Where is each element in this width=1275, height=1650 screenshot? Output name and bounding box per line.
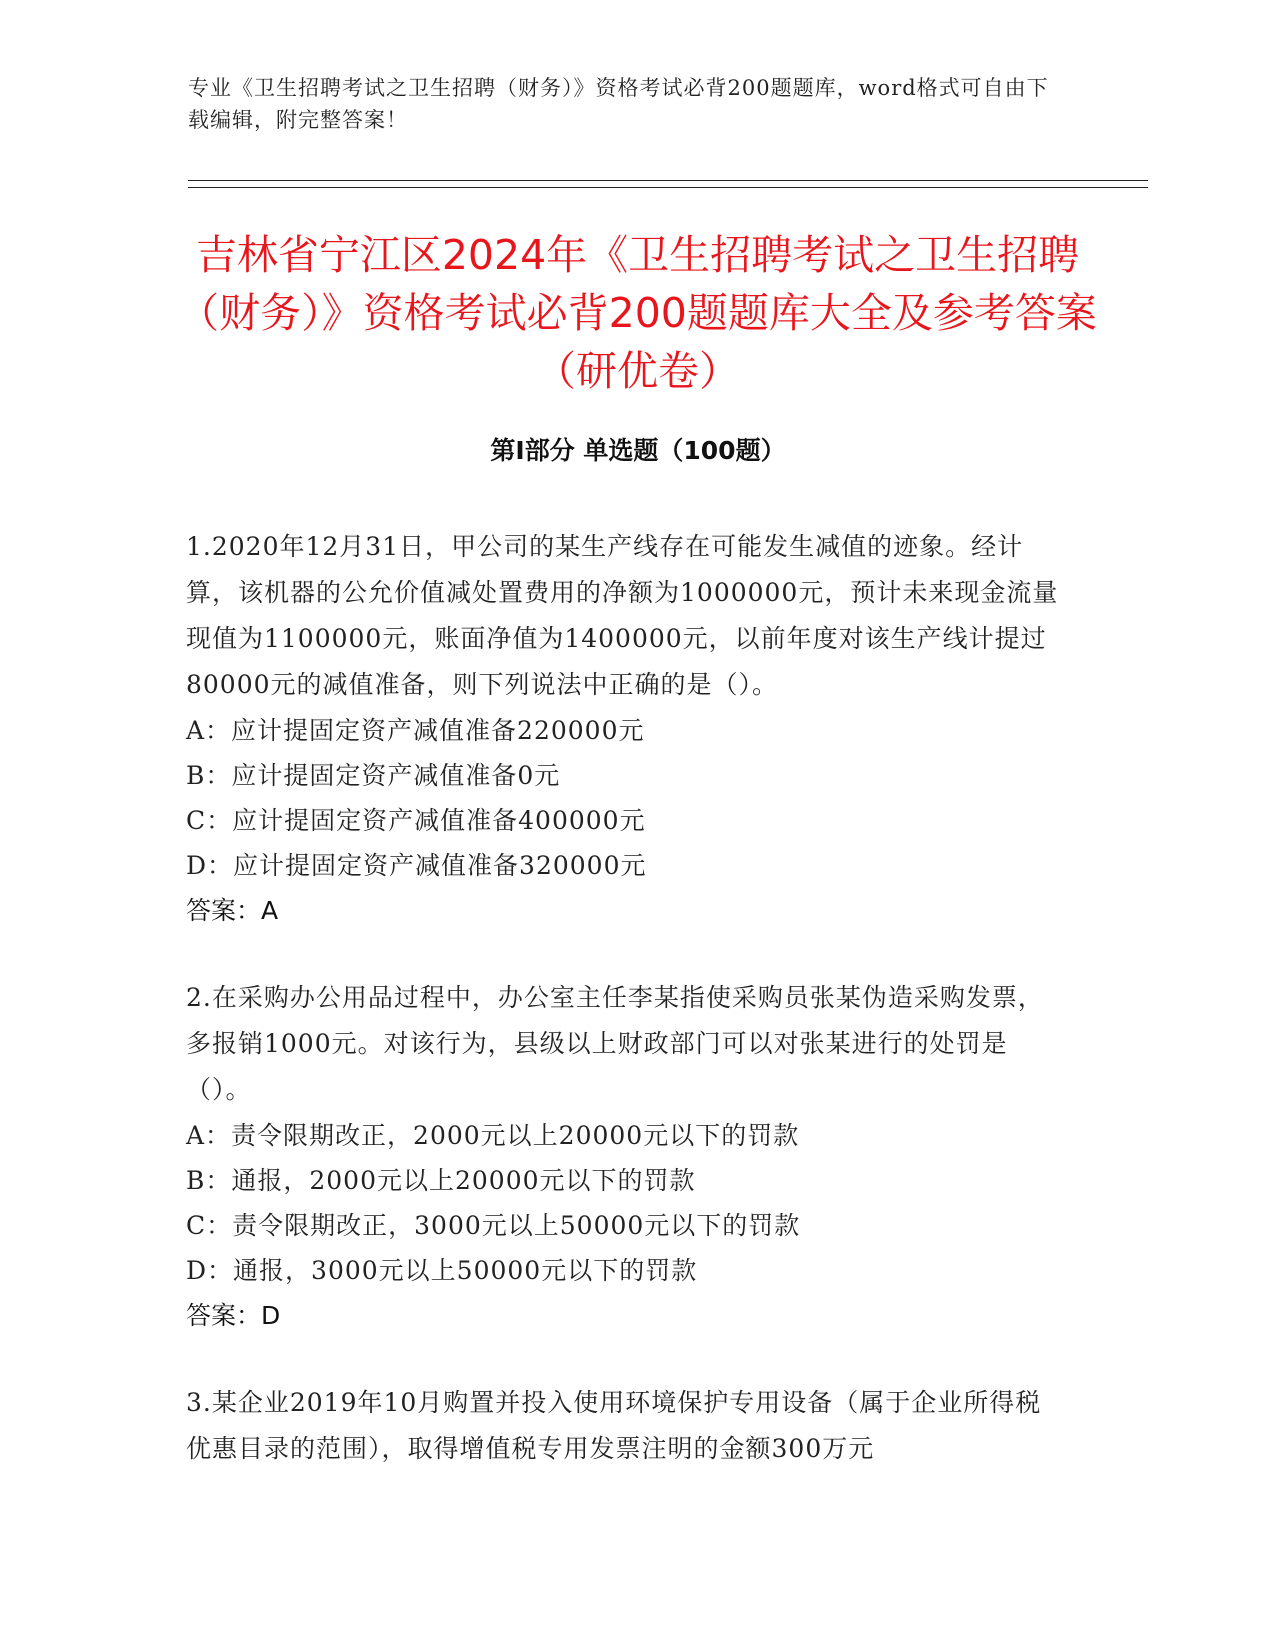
option-d: D：通报，3000元以上50000元以下的罚款: [186, 1256, 698, 1285]
answer-label: 答案：D: [186, 1301, 281, 1330]
question-stem: 2.在采购办公用品过程中，办公室主任李某指使采购员张某伪造采购发票，多报销1000元。对该行为，县级以上财政部门可以对张某进行的处罚是（）。: [186, 983, 1044, 1104]
option-c: C：责令限期改正，3000元以上50000元以下的罚款: [186, 1211, 801, 1240]
header-divider-top: [188, 180, 1148, 181]
option-d: D：应计提固定资产减值准备320000元: [186, 851, 647, 880]
question-stem: 3.某企业2019年10月购置并投入使用环境保护专用设备（属于企业所得税优惠目录的范围），取得增值税专用发票注明的金额300万元: [186, 1388, 1042, 1463]
question-3: [186, 1380, 1066, 1472]
header-divider-bottom: [188, 187, 1148, 188]
option-c: C：应计提固定资产减值准备400000元: [186, 806, 646, 835]
option-a: A：应计提固定资产减值准备220000元: [186, 716, 645, 745]
option-a: A：责令限期改正，2000元以上20000元以下的罚款: [186, 1121, 800, 1150]
document-title: 吉林省宁江区2024年《卫生招聘考试之卫生招聘（财务）》资格考试必背200题题库大全及参考答案（研优卷）: [178, 231, 1097, 395]
question-1: [186, 524, 1066, 934]
option-b: B：应计提固定资产减值准备0元: [186, 761, 561, 790]
answer-label: 答案：A: [186, 896, 279, 925]
question-stem: 1.2020年12月31日，甲公司的某生产线存在可能发生减值的迹象。经计算，该机器的公允价值减处置费用的净额为1000000元，预计未来现金流量现值为1100000元，账面净值为1400000元，以前年度对该生产线计提过80000元的减值准备，则下列说法中正确的是（）。: [186, 532, 1059, 699]
header-note: 专业《卫生招聘考试之卫生招聘（财务）》资格考试必背200题题库，word格式可自由下载编辑，附完整答案！: [188, 76, 1049, 132]
option-b: B：通报，2000元以上20000元以下的罚款: [186, 1166, 696, 1195]
section-heading: 第Ⅰ部分 单选题（100题）: [490, 436, 786, 465]
question-2: [186, 975, 1066, 1339]
